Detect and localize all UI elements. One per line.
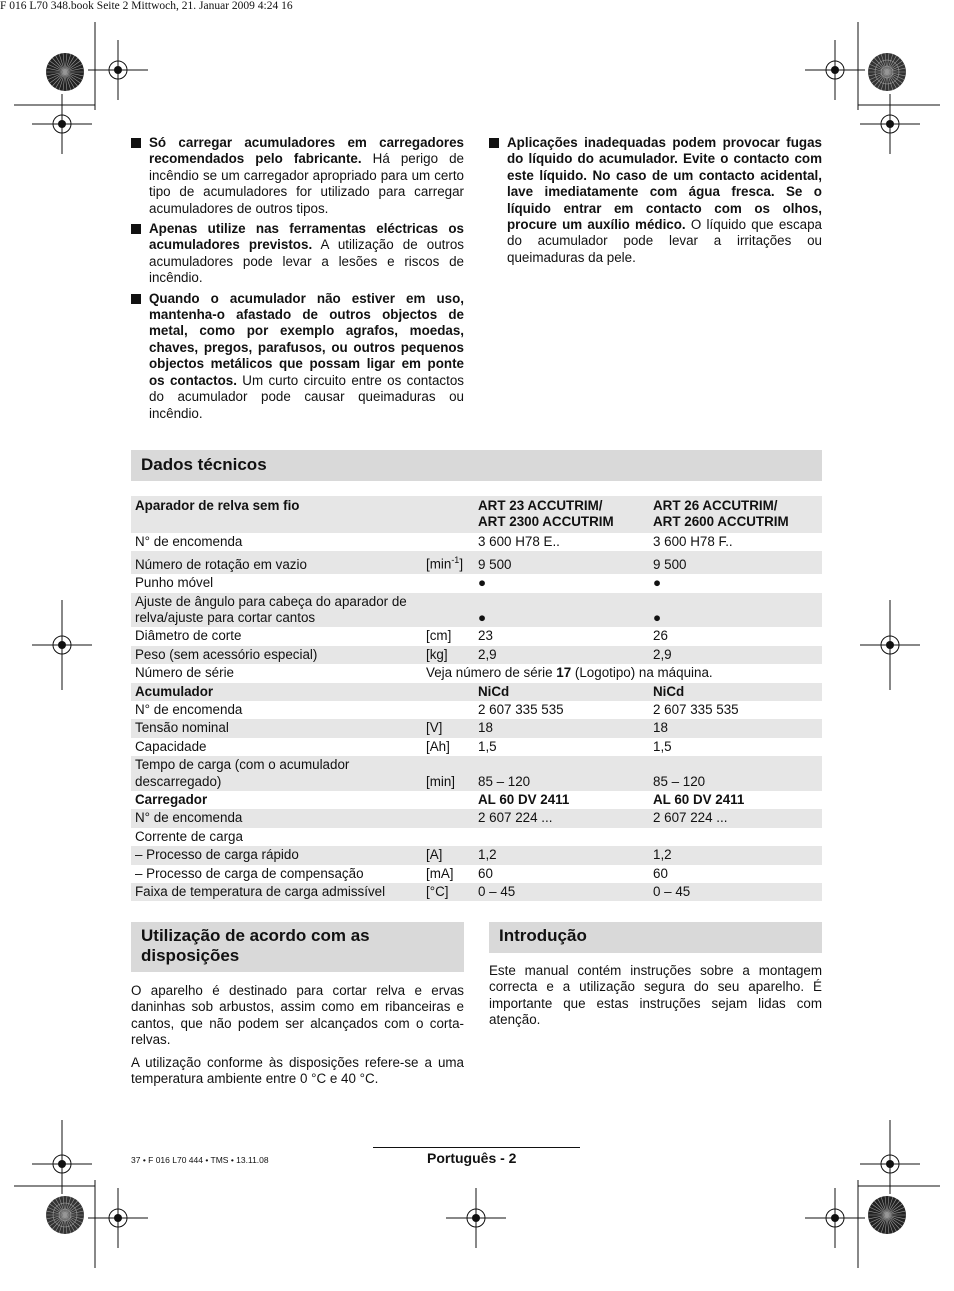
left-safety-column: [131, 135, 464, 426]
table-header-model-a: ART 23 ACCUTRIM/ ART 2300 ACCUTRIM: [474, 496, 649, 533]
row-unit: [kg]: [422, 646, 474, 664]
table-row: [131, 865, 822, 883]
serial-pre: Veja número de série: [426, 665, 557, 681]
row-label: Tempo de carga (com o acumulador descarregado): [131, 756, 422, 791]
row-unit: [cm]: [426, 628, 452, 644]
file-header: F 016 L70 348.book Seite 2 Mittwoch, 21. Januar 2009 4:24 16: [0, 0, 293, 12]
row-value-b: NiCd: [649, 683, 822, 701]
introducao-text: [489, 963, 822, 1033]
row-unit: [422, 533, 474, 551]
row-value-a: 3 600 H78 E..: [478, 533, 560, 549]
utilizacao-paragraph: A utilização conforme às disposições refere-se a uma temperatura ambiente entre 0 °C e 40 °C.: [131, 1054, 464, 1087]
technical-data-table: [131, 496, 822, 901]
serial-number: 17: [556, 665, 572, 681]
table-row: [131, 683, 822, 701]
row-value-b: 1,2: [649, 846, 822, 864]
page-number: Português - 2: [427, 1150, 517, 1166]
bullet-square-icon: [131, 224, 141, 234]
row-unit: $[\min^{-1}]$: [422, 551, 474, 574]
row-unit: [Ah]: [426, 738, 450, 754]
row-value-a: 2 607 224 ...: [474, 809, 649, 827]
row-label: – Processo de carga rápido: [131, 846, 422, 864]
row-label: Tensão nominal: [131, 719, 422, 737]
safety-bullet: [131, 221, 464, 287]
row-value-b: 18: [649, 719, 822, 737]
table-header-model-b: ART 26 ACCUTRIM/ ART 2600 ACCUTRIM: [649, 496, 822, 533]
table-row: [131, 574, 822, 592]
row-value-a: 2,9: [474, 646, 649, 664]
row-unit: [422, 791, 474, 809]
row-value-a: 9 500: [474, 551, 649, 574]
row-unit: [422, 574, 474, 592]
row-unit: [mA]: [426, 865, 454, 881]
bullet-text: Há perigo de incêndio se um carregador apropriado para um certo tipo de acumuladores for utilizado para carregar acumuladores de outros tipos.: [149, 151, 464, 216]
safety-bullet: [131, 291, 464, 422]
table-header-label: Aparador de relva sem fio: [131, 496, 474, 533]
table-header-row: [131, 496, 822, 533]
row-label: – Processo de carga de compensação: [135, 865, 364, 881]
row-label: Faixa de temperatura de carga admissível: [131, 883, 422, 901]
bullet-square-icon: [489, 138, 499, 148]
table-row: [131, 883, 822, 901]
row-label: Número de série: [135, 665, 234, 681]
table-row: [131, 828, 822, 846]
table-row: [131, 719, 822, 737]
introducao-paragraph: Este manual contém instruções sobre a montagem correcta e a utilização segura do seu aparelho. É importante que estas instruções sejam lidas com atenção.: [489, 963, 822, 1028]
bullet-text: Um curto circuito entre os contactos do acumulador pode causar queimaduras ou incêndio.: [149, 372, 464, 421]
section-title-dados-tecnicos: Dados técnicos: [131, 450, 822, 481]
row-value-a: AL 60 DV 2411: [478, 791, 570, 807]
row-value-b: 85 – 120: [649, 756, 822, 791]
row-unit: [422, 701, 474, 719]
utilizacao-text: [131, 983, 464, 1091]
row-value-b: ●: [649, 593, 822, 628]
table-row: [131, 646, 822, 664]
safety-bullet: [131, 135, 464, 217]
row-value-a: NiCd: [474, 683, 649, 701]
row-value-b: 0 – 45: [649, 883, 822, 901]
table-row-serial: [131, 664, 822, 682]
bullet-text: A utilização de outros acumuladores pode levar a lesões e riscos de incêndio.: [149, 237, 464, 286]
row-value-b: 2 607 335 535: [653, 701, 739, 717]
row-value-b: [649, 828, 822, 846]
bullet-bold-text: Apenas utilize nas ferramentas eléctricas os acumuladores previstos.: [149, 221, 464, 253]
table-row: [131, 756, 822, 791]
row-label: Ajuste de ângulo para cabeça do aparador de relva/ajuste para cortar cantos: [131, 593, 422, 628]
section-title-utilizacao: Utilização de acordo com as disposições: [131, 922, 464, 972]
footer-code: 37 • F 016 L70 444 • TMS • 13.11.08: [131, 1155, 269, 1165]
row-value-a: 60: [478, 865, 493, 881]
row-value-b: 60: [653, 865, 668, 881]
row-label: Peso (sem acessório especial): [131, 646, 422, 664]
row-value-b: 9 500: [649, 551, 822, 574]
row-unit: [422, 683, 474, 701]
row-label: Acumulador: [131, 683, 422, 701]
row-unit: [422, 828, 474, 846]
row-value-a: 1,5: [478, 738, 497, 754]
table-row: [131, 551, 822, 574]
row-label: Capacidade: [135, 738, 207, 754]
table-row: [131, 593, 822, 628]
row-value-a: 2 607 335 535: [478, 701, 564, 717]
row-value-b: 1,5: [653, 738, 672, 754]
right-safety-column: [489, 135, 822, 270]
row-value-a: ●: [478, 575, 487, 591]
row-value-a: 85 – 120: [474, 756, 649, 791]
row-label: Punho móvel: [135, 575, 214, 591]
row-value-a: 0 – 45: [474, 883, 649, 901]
table-row: [131, 846, 822, 864]
row-value-a: 18: [474, 719, 649, 737]
row-label: N° de encomenda: [131, 809, 422, 827]
row-label: Corrente de carga: [135, 828, 243, 844]
row-unit: [422, 593, 474, 628]
row-label: Carregador: [135, 791, 208, 807]
row-value-a: 1,2: [474, 846, 649, 864]
section-title-introducao: Introdução: [489, 922, 822, 953]
serial-note: [422, 664, 822, 682]
row-unit: [°C]: [422, 883, 474, 901]
row-unit: [A]: [422, 846, 474, 864]
row-unit: [422, 809, 474, 827]
row-label: Diâmetro de corte: [135, 628, 242, 644]
row-label: N° de encomenda: [135, 533, 243, 549]
row-value-a: ●: [474, 593, 649, 628]
table-row: [131, 791, 822, 809]
bullet-square-icon: [131, 294, 141, 304]
row-value-b: AL 60 DV 2411: [653, 791, 745, 807]
bullet-text: O líquido que escapa do acumulador pode levar a irritações ou queimaduras da pele.: [507, 217, 823, 265]
bullet-bold-text: Aplicações inadequadas podem provocar fugas do líquido do acumulador. Evite o contacto com este líquido. No caso de um contacto acidental, lave imediatamente com água fresca. Se o líquido entrar em contacto com os olhos, procure um auxílio médico.: [507, 135, 822, 233]
row-value-a: [474, 828, 649, 846]
row-value-b: 2 607 224 ...: [649, 809, 822, 827]
row-value-a: 23: [478, 628, 493, 644]
row-unit: [V]: [422, 719, 474, 737]
safety-bullet: [489, 135, 822, 266]
row-label: Número de rotação em vazio: [131, 551, 422, 574]
row-value-b: 26: [653, 628, 668, 644]
footer-rule: [373, 1147, 580, 1148]
bullet-bold-text: Só carregar acumuladores em carregadores recomendados pelo fabricante.: [149, 135, 464, 167]
row-label: N° de encomenda: [135, 701, 243, 717]
table-row: [131, 627, 822, 645]
serial-post: (Logotipo) na máquina.: [571, 665, 713, 681]
table-row: [131, 809, 822, 827]
table-row: [131, 738, 822, 756]
bullet-bold-text: Quando o acumulador não estiver em uso, mantenha-o afastado de outros objectos de metal, como por exemplo agrafos, moedas, chaves, pregos, parafusos, ou outros pequenos objectos metálicos que possam ligar em ponte os contactos.: [149, 290, 464, 388]
row-unit: [min]: [422, 756, 474, 791]
utilizacao-paragraph: O aparelho é destinado para cortar relva e ervas daninhas sob arbustos, assim como em ribanceiras e cantos, que não podem ser alcançados com o corta-relvas.: [131, 983, 464, 1048]
table-row: [131, 701, 822, 719]
bullet-square-icon: [131, 138, 141, 148]
row-value-b: ●: [653, 575, 662, 591]
table-row: [131, 533, 822, 551]
row-value-b: 3 600 H78 F..: [653, 533, 733, 549]
row-value-b: 2,9: [649, 646, 822, 664]
